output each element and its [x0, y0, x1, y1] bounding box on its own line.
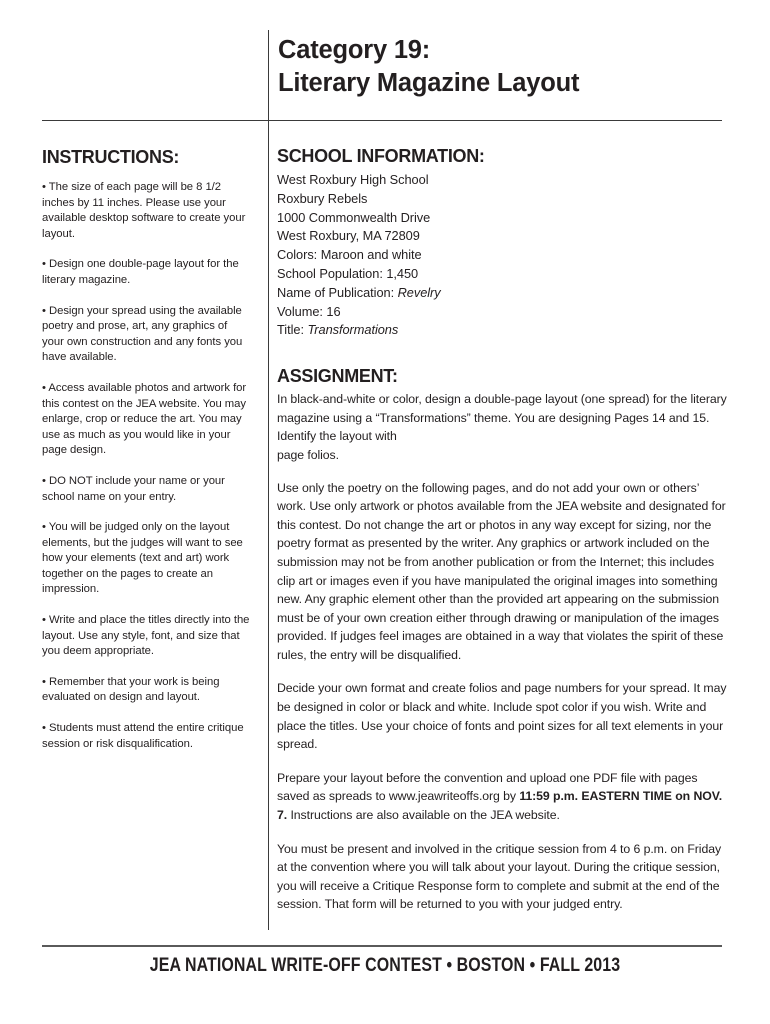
assignment-paragraph-1-folios: page folios.: [277, 447, 339, 462]
deadline-text-pre: Prepare your layout before the convention and upload one PDF file with pages saved as spreads to www.jeawriteoffs.org by: [277, 770, 698, 804]
school-city-state-zip: West Roxbury, MA 72809: [277, 228, 420, 244]
instruction-item: • Students must attend the entire critique session or risk disqualification.: [42, 722, 244, 750]
publication-title-row: [277, 321, 727, 340]
assignment-paragraph-1: [277, 390, 727, 464]
publication-title-label: Title:: [277, 322, 308, 338]
assignment-paragraph-3: Decide your own format and create folios and page numbers for your spread. It may be designed in color or black and white. Include spot color if you wish. Write and place the titles. Use your choice of fonts and point sizes for all text elements in your spread.: [277, 681, 727, 752]
vertical-divider-rule: [268, 30, 269, 930]
assignment-paragraph-2: Use only the poetry on the following pages, and do not add your own or others’ work. Use only artwork or photos available from the JEA website and designated for this contest. Do not change the art or photos in any way except for sizing, nor the poetry format as presented by the writer. Any graphics or artwork included on the submission may not be from another publication or from the Internet; this includes clip art or images even if you have manipulated the original images into something new. Any graphic element other than the provided art appearing on the submission must be of your own creation either through drawing or manipulation of the images provided. If judges feel images are obtained in a way that violates the spirit of these rules, the entry will be disqualified.: [277, 480, 726, 662]
deadline-emphasis: 11:59 p.m. EASTERN TIME on NOV. 7.: [277, 789, 723, 823]
instruction-item: • Design one double-page layout for the literary magazine.: [42, 258, 239, 286]
footer-text: JEA NATIONAL WRITE-OFF CONTEST • BOSTON • FALL 2013: [149, 955, 621, 976]
publication-title-value: Transformations: [307, 322, 399, 338]
school-address: 1000 Commonwealth Drive: [277, 209, 431, 225]
instruction-item: • DO NOT include your name or your school name on your entry.: [42, 474, 225, 503]
assignment-paragraph-1-main: In black-and-white or color, design a double-page layout (one spread) for the literary magazine using a “Transformations” theme. You are designing Pages 14 and 15. Identify the layout with: [277, 392, 727, 444]
school-name: West Roxbury High School: [277, 172, 429, 187]
instructions-heading: INSTRUCTIONS:: [42, 147, 180, 167]
assignment-paragraph-4: [277, 769, 727, 825]
school-mascot: Roxbury Rebels: [277, 190, 368, 206]
deadline-text-post: Instructions are also available on the JEA website.: [287, 808, 560, 823]
instruction-item: • Access available photos and artwork for this contest on the JEA website. You may enlarge, crop or reduce the art. You may use as much as you would like in your page design.: [42, 381, 247, 457]
page-title: [278, 34, 728, 100]
header-horizontal-rule: [42, 120, 722, 121]
instruction-item: • Remember that your work is being evaluated on design and layout.: [42, 675, 220, 704]
publication-name-value: Revelry: [397, 284, 441, 300]
instructions-column: [42, 146, 252, 752]
instruction-item: • Design your spread using the available poetry and prose, art, any graphics of your own construction and any fonts you have available.: [42, 304, 243, 364]
page-title-line-2: Literary Magazine Layout: [278, 69, 580, 97]
main-column: [277, 145, 727, 929]
instruction-item: • The size of each page will be 8 1/2 inches by 11 inches. Please use your available desktop software to create your layout.: [42, 181, 246, 240]
page-title-line-1: Category 19:: [278, 36, 431, 64]
instruction-item: • You will be judged only on the layout elements, but the judges will want to see how your elements (text and art) work together on the pages to create an impression.: [42, 521, 243, 596]
school-information-list: [277, 171, 727, 340]
school-population: School Population: 1,450: [277, 265, 419, 281]
page-footer: [0, 955, 770, 977]
publication-volume: Volume: 16: [277, 303, 341, 319]
school-colors: Colors: Maroon and white: [277, 247, 422, 263]
footer-horizontal-rule: [42, 945, 722, 947]
publication-name-row: [277, 284, 727, 303]
assignment-heading: ASSIGNMENT:: [277, 366, 398, 387]
instruction-item: • Write and place the titles directly into the layout. Use any style, font, and size that you deem appropriate.: [42, 614, 250, 658]
school-information-heading: SCHOOL INFORMATION:: [277, 146, 485, 166]
assignment-paragraph-5: You must be present and involved in the critique session from 4 to 6 p.m. on Friday at the convention where you will talk about your layout. During the critique session, you will receive a Critique Response form to complete and submit at the end of the session. That form will be returned to you with your judged entry.: [277, 841, 722, 912]
publication-name-label: Name of Publication:: [277, 284, 398, 300]
